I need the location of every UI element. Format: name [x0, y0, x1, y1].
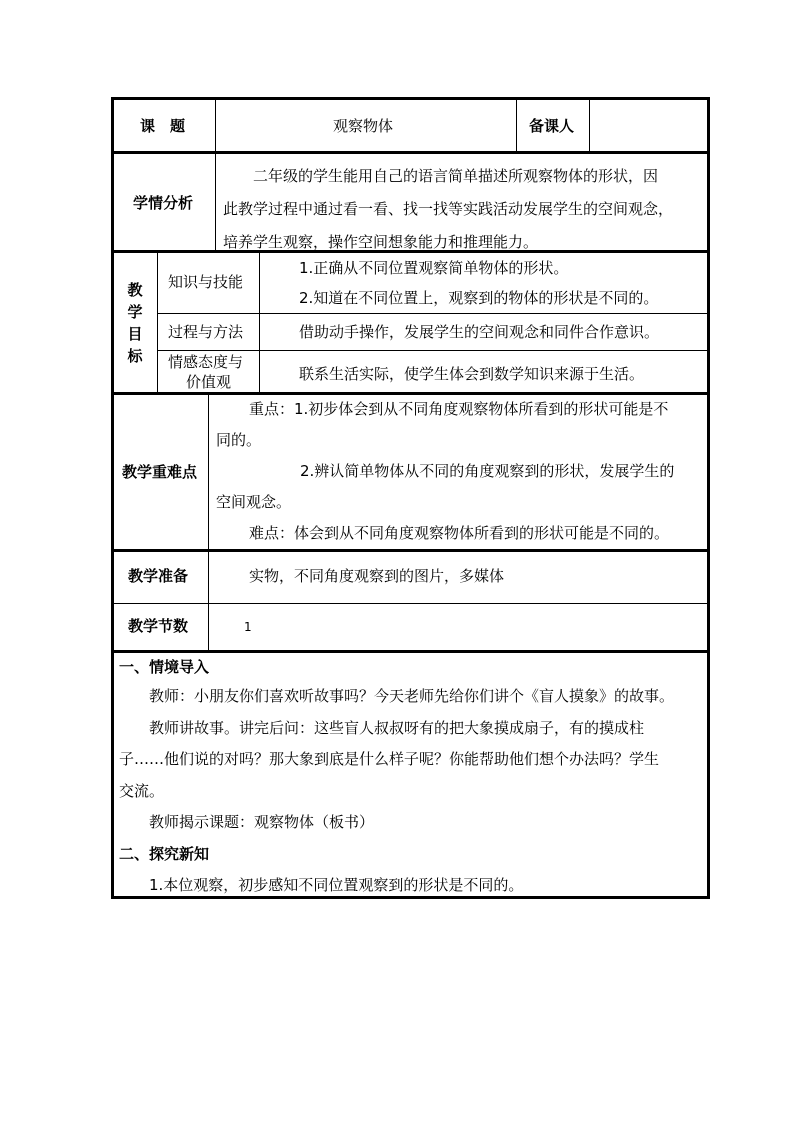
row-divider-objective-1: [157, 313, 707, 314]
row-divider-header: [114, 151, 707, 154]
knowledge-skills-label: 知识与技能: [168, 273, 244, 291]
knowledge-skills-line: 1.正确从不同位置观察简单物体的形状。: [299, 259, 569, 277]
paragraph: 1.本位观察，初步感知不同位置观察到的形状是不同的。: [149, 876, 524, 894]
key-points-line: 同的。: [216, 431, 262, 449]
difficult-points-line: 难点：体会到从不同角度观察物体所看到的形状可能是不同的。: [249, 524, 670, 542]
objectives-label-char: 教: [127, 281, 143, 299]
key-points-line: 空间观念。: [216, 493, 292, 511]
paragraph-line: 子……他们说的对吗？那大象到底是什么样子呢？你能帮助他们想个办法吗？学生: [119, 750, 660, 768]
key-points-line: 重点：1.初步体会到从不同角度观察物体所看到的形状可能是不: [249, 400, 669, 418]
row-divider-key-points: [114, 549, 707, 552]
paragraph: 教师：小朋友你们喜欢听故事吗？今天老师先给你们讲个《盲人摸象》的故事。: [149, 687, 675, 705]
col-divider-header-2: [516, 100, 517, 152]
topic-value: 观察物体: [333, 117, 394, 135]
process-methods-label: 过程与方法: [168, 323, 244, 341]
col-divider-key-points: [208, 394, 209, 604]
paragraph-line: 交流。: [119, 781, 165, 800]
row-divider-preparation: [114, 603, 707, 604]
analysis-label: 学情分析: [133, 194, 194, 212]
paragraph: 教师揭示课题：观察物体（板书）: [149, 813, 375, 831]
preparation-label: 教学准备: [128, 567, 189, 585]
row-divider-sessions: [114, 650, 707, 653]
objectives-label-char: 目: [127, 325, 143, 343]
attitude-values-label: 情感态度与: [168, 353, 244, 371]
preparer-label: 备课人: [529, 117, 575, 135]
analysis-text: [223, 160, 703, 259]
col-divider-header-3: [589, 100, 590, 152]
knowledge-skills-line: 2.知道在不同位置上，观察到的物体的形状是不同的。: [299, 289, 659, 307]
attitude-values-label-2: 价值观: [186, 373, 232, 391]
section-title: 二、探究新知: [119, 845, 210, 863]
process-methods-value: 借助动手操作，发展学生的空间观念和同件合作意识。: [299, 323, 660, 341]
analysis-line: 二年级的学生能用自己的语言简单描述所观察物体的形状，因: [223, 167, 659, 185]
sessions-value: 1: [244, 620, 252, 634]
topic-label: 课 题: [140, 117, 186, 135]
col-divider-objectives-2: [259, 252, 260, 393]
teaching-process-text: [119, 681, 704, 839]
objectives-label-char: 学: [127, 303, 143, 321]
col-divider-sessions: [208, 604, 209, 651]
objectives-label: [126, 279, 144, 367]
analysis-line: 此教学过程中通过看一看、找一找等实践活动发展学生的空间观念，: [223, 200, 674, 218]
col-divider-analysis: [215, 153, 216, 251]
analysis-line: 培养学生观察，操作空间想象能力和推理能力。: [223, 233, 539, 251]
section-title: 一、情境导入: [119, 658, 210, 676]
col-divider-header-1: [215, 100, 216, 152]
row-divider-objective-2: [157, 350, 707, 351]
key-points-label: 教学重难点: [122, 463, 198, 481]
key-points-line: 2.辨认简单物体从不同的角度观察到的形状，发展学生的: [300, 462, 675, 480]
col-divider-objectives-1: [157, 252, 158, 393]
preparation-value: 实物，不同角度观察到的图片，多媒体: [249, 567, 505, 585]
row-divider-objectives: [114, 392, 707, 395]
sessions-label: 教学节数: [128, 617, 189, 635]
paragraph: 教师讲故事。讲完后问：这些盲人叔叔呀有的把大象摸成扇子，有的摸成柱: [149, 718, 645, 737]
attitude-values-value: 联系生活实际，使学生体会到数学知识来源于生活。: [299, 365, 645, 383]
objectives-label-char: 标: [127, 347, 143, 365]
